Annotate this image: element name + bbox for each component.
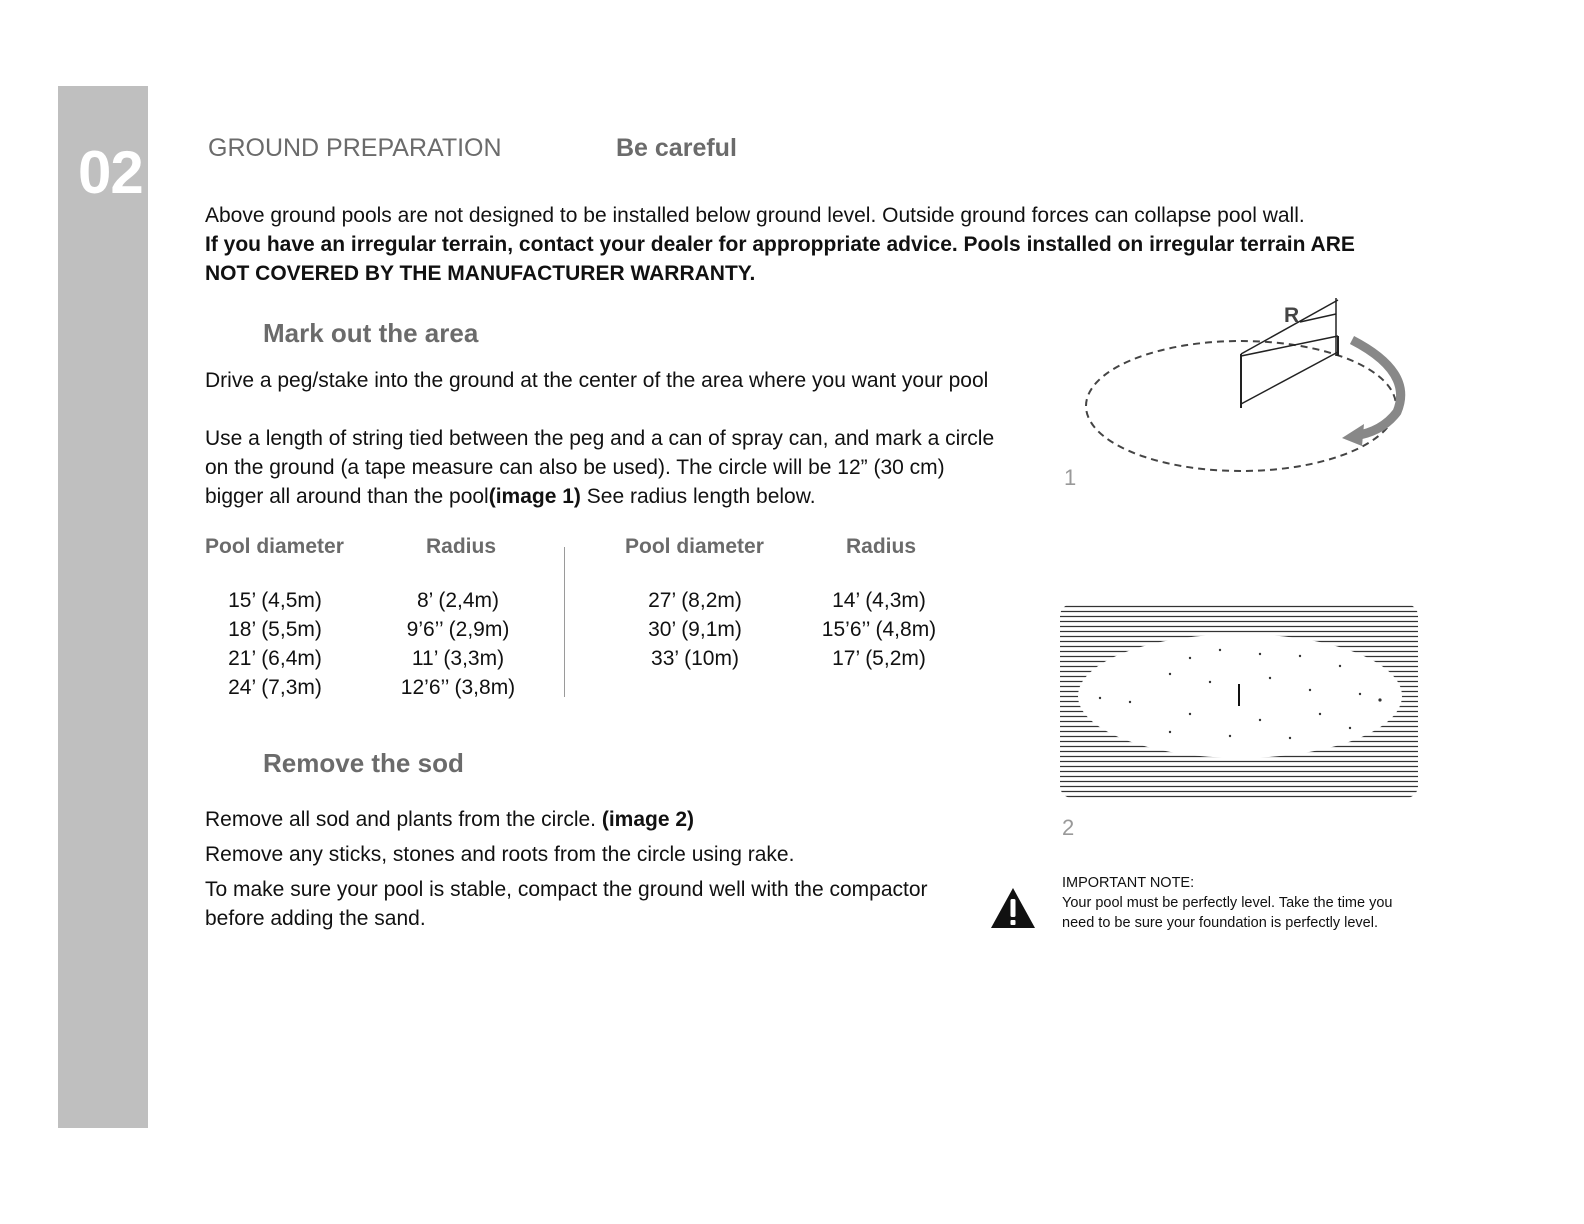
table-cell: 17’ (5,2m) [832, 647, 926, 670]
remove-sod-paragraph-1 [205, 805, 694, 834]
table-cell: 15’6’’ (4,8m) [821, 618, 937, 641]
table-col-right-diameters [625, 586, 765, 673]
section-number: 02 [78, 139, 143, 206]
table-cell: 33’ (10m) [651, 647, 739, 670]
remove-sod-paragraph-2: Remove any sticks, stones and roots from the circle using rake. [205, 843, 795, 866]
table-header-diameter-right: Pool diameter [625, 535, 764, 558]
note-line2: need to be sure your foundation is perfectly level. [1062, 915, 1378, 931]
table-col-left-radii [388, 586, 528, 702]
remove-sod-p3-line1: To make sure your pool is stable, compact the ground well with the compactor [205, 878, 928, 901]
mark-area-p2-line3-post: See radius length below. [580, 485, 816, 508]
intro-text: Above ground pools are not designed to be installed below ground level. Outside ground forces can collapse pool wall. [205, 204, 1305, 227]
mark-area-heading: Mark out the area [263, 318, 479, 348]
table-col-left-diameters [205, 586, 345, 702]
mark-area-paragraph-2 [205, 424, 994, 511]
remove-sod-heading: Remove the sod [263, 748, 464, 778]
circle-marking-diagram [1062, 292, 1422, 492]
table-cell: 11’ (3,3m) [411, 647, 505, 670]
mark-area-paragraph-1: Drive a peg/stake into the ground at the center of the area where you want your pool [205, 369, 989, 392]
radius-marker: R [1284, 304, 1300, 327]
remove-sod-p3-line2: before adding the sand. [205, 907, 426, 930]
table-header-radius-left: Radius [426, 535, 497, 558]
table-cell: 21’ (6,4m) [228, 647, 322, 670]
sod-removal-diagram [1060, 604, 1418, 798]
mark-area-p2-line2: on the ground (a tape measure can also be used). The circle will be 12” (30 cm) [205, 456, 945, 479]
table-cell: 8’ (2,4m) [416, 589, 500, 612]
table-cell: 9’6’’ (2,9m) [406, 618, 510, 641]
remove-sod-paragraph-3 [205, 875, 928, 933]
image2-reference: (image 2) [601, 808, 695, 831]
table-cell: 18’ (5,5m) [228, 618, 322, 641]
table-cell: 24’ (7,3m) [228, 676, 322, 699]
important-note [1062, 873, 1392, 933]
table-header-radius-right: Radius [846, 535, 917, 558]
table-cell: 27’ (8,2m) [648, 589, 742, 612]
table-col-right-radii [809, 586, 949, 673]
mark-area-p2-line3 [205, 482, 994, 511]
table-cell: 12’6’’ (3,8m) [400, 676, 516, 699]
side-bar [58, 86, 148, 1128]
remove-sod-p1-pre: Remove all sod and plants from the circle. [205, 808, 602, 831]
section-title: GROUND PREPARATION [208, 134, 502, 162]
note-title: IMPORTANT NOTE: [1062, 875, 1195, 891]
mark-area-p2-line3-pre: bigger all around than the pool [205, 485, 489, 508]
image2-label: 2 [1062, 815, 1075, 840]
table-cell: 14’ (4,3m) [832, 589, 926, 612]
table-cell: 30’ (9,1m) [648, 618, 742, 641]
table-cell: 15’ (4,5m) [228, 589, 322, 612]
be-careful-heading: Be careful [616, 134, 737, 162]
image1-reference: (image 1) [488, 485, 581, 508]
note-line1: Your pool must be perfectly level. Take the time you [1062, 895, 1393, 911]
mark-area-p2-line1: Use a length of string tied between the peg and a can of spray can, and mark a circle [205, 427, 995, 450]
warning-icon [990, 886, 1036, 930]
table-divider [564, 547, 565, 697]
warranty-warning-line1: If you have an irregular terrain, contact your dealer for approppriate advice. Pools installed on irregular terrain ARE [205, 233, 1355, 256]
image1-label: 1 [1064, 465, 1077, 490]
table-header-diameter-left: Pool diameter [205, 535, 344, 558]
warranty-warning [205, 230, 1355, 288]
warranty-warning-line2: NOT COVERED BY THE MANUFACTURER WARRANTY. [205, 262, 756, 285]
